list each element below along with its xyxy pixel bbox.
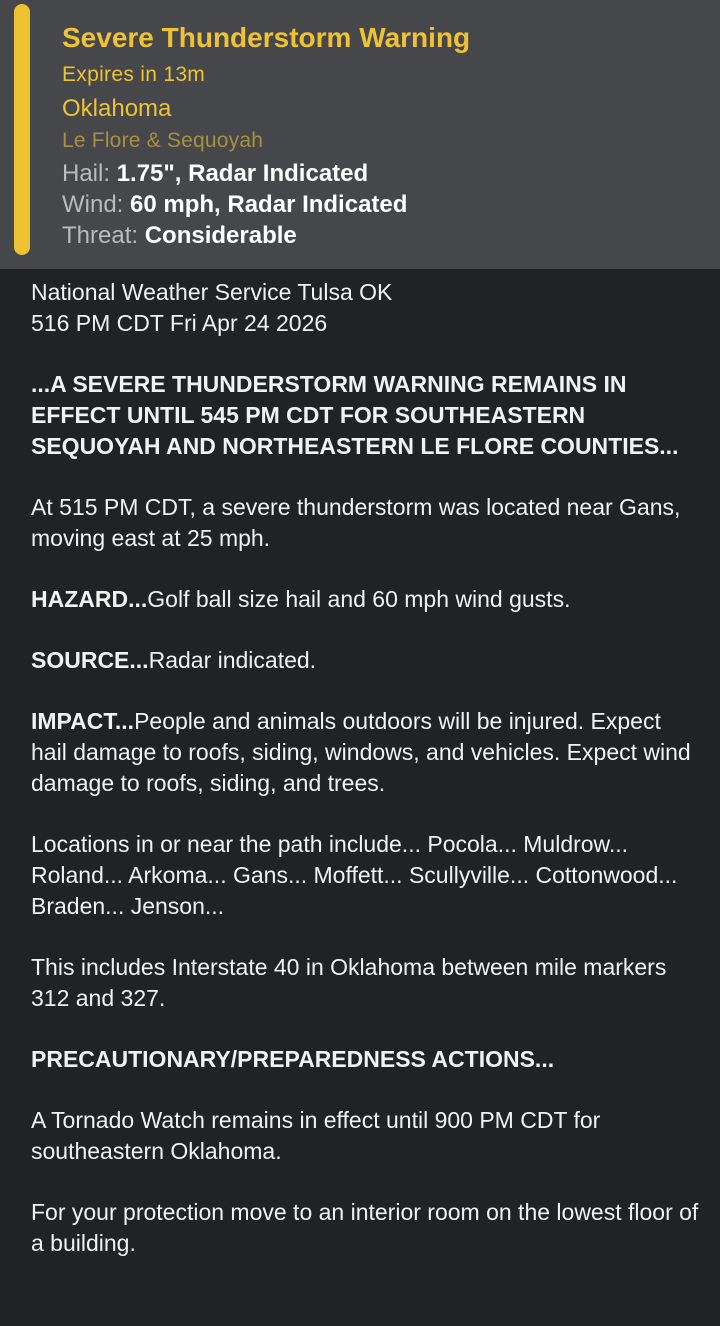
bulletin-text [31,277,701,1289]
severity-accent-bar [14,4,30,255]
source-label: SOURCE... [31,647,149,673]
alert-region: Oklahoma [62,95,172,122]
alert-header[interactable] [0,0,720,269]
wind-label: Wind: [62,191,131,218]
alert-title: Severe Thunderstorm Warning [62,22,471,53]
hazard-section [31,584,701,615]
impact-text: People and animals outdoors will be injured. Expect hail damage to roofs, siding, windows, and vehicles. Expect wind damage to roofs, siding, and trees. [31,708,691,796]
bulletin-issuer [31,277,701,339]
locations-section: Locations in or near the path include... Pocola... Muldrow... Roland... Arkoma... Gans... Moffett... Scullyville... Cottonwood... Braden... Jenson... [31,831,678,919]
source-text: Radar indicated. [148,647,317,673]
impact-label: IMPACT... [31,708,135,734]
precautions-heading: PRECAUTIONARY/PREPAREDNESS ACTIONS... [31,1046,555,1072]
bulletin-headline: ...A SEVERE THUNDERSTORM WARNING REMAINS IN EFFECT UNTIL 545 PM CDT FOR SOUTHEASTERN SEQUOYAH AND NORTHEASTERN LE FLORE COUNTIES... [31,371,679,459]
hazard-text: Golf ball size hail and 60 mph wind gusts. [147,586,571,612]
interstate-section: This includes Interstate 40 in Oklahoma between mile markers 312 and 327. [31,954,667,1011]
hail-value: 1.75", Radar Indicated [116,160,369,187]
alert-expiry: Expires in 13m [62,63,206,86]
issuing-office: National Weather Service Tulsa OK [31,279,393,305]
threat-detail [62,222,297,250]
impact-section [31,706,701,799]
source-section [31,645,701,676]
storm-summary: At 515 PM CDT, a severe thunderstorm was located near Gans, moving east at 25 mph. [31,494,681,551]
alert-counties: Le Flore & Sequoyah [62,129,264,152]
protection-advice: For your protection move to an interior room on the lowest floor of a building. [31,1199,699,1256]
hail-detail [62,160,368,188]
issue-time: 516 PM CDT Fri Apr 24 2026 [31,310,328,336]
hazard-label: HAZARD... [31,586,148,612]
threat-value: Considerable [144,222,297,249]
wind-detail [62,191,407,219]
hail-label: Hail: [62,160,117,187]
wind-value: 60 mph, Radar Indicated [130,191,408,218]
tornado-watch-note: A Tornado Watch remains in effect until 900 PM CDT for southeastern Oklahoma. [31,1107,601,1164]
threat-label: Threat: [62,222,145,249]
